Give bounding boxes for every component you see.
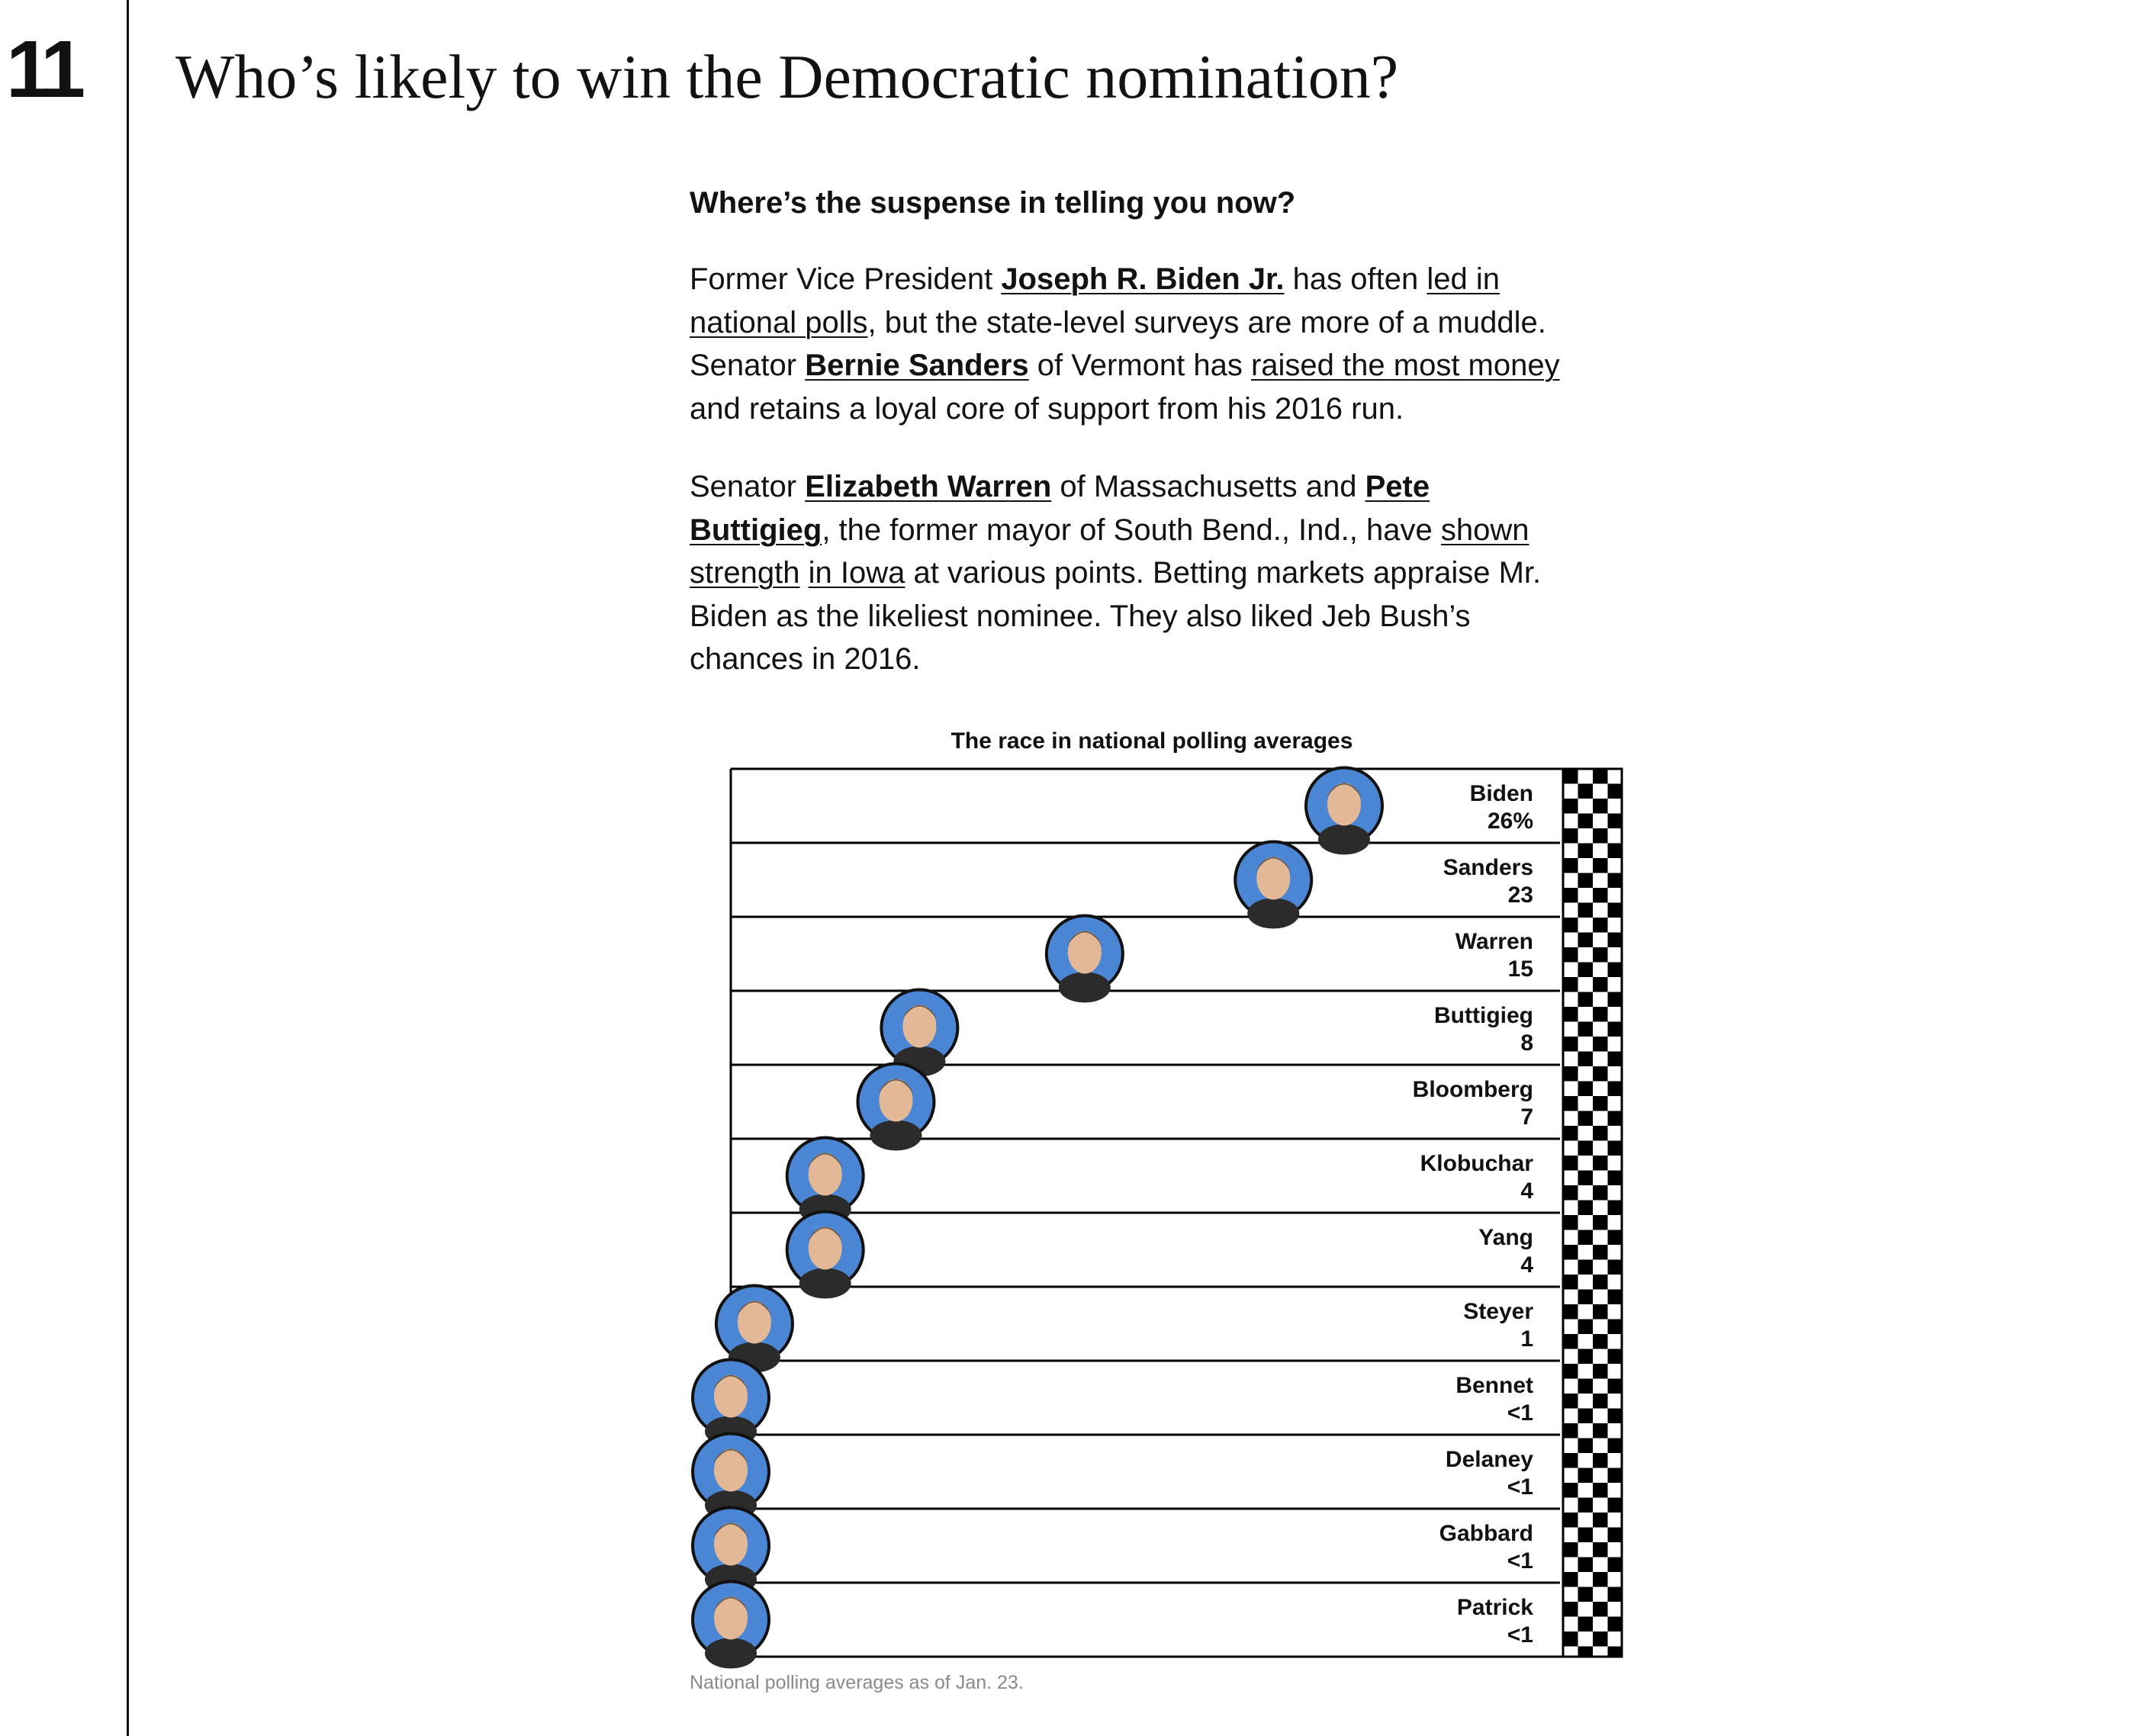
- finish-line-square: [1578, 1171, 1594, 1186]
- finish-line-square: [1593, 828, 1608, 844]
- candidate-name: Klobuchar: [1420, 1151, 1533, 1176]
- candidate-name: Gabbard: [1439, 1521, 1533, 1546]
- finish-line-square: [1608, 1141, 1623, 1156]
- finish-line-square: [1578, 1201, 1594, 1216]
- finish-line-square: [1578, 844, 1594, 859]
- finish-line-square: [1608, 1587, 1623, 1603]
- finish-line-square: [1608, 963, 1623, 978]
- finish-line-square: [1593, 1066, 1608, 1082]
- finish-line-square: [1593, 799, 1608, 814]
- finish-line-square: [1593, 1513, 1608, 1528]
- warren-link[interactable]: Elizabeth Warren: [805, 470, 1052, 503]
- finish-line-square: [1578, 1379, 1594, 1394]
- finish-line-square: [1593, 1542, 1608, 1558]
- finish-line-square: [1563, 918, 1578, 933]
- finish-line-square: [1563, 1483, 1578, 1498]
- finish-line-square: [1563, 1572, 1578, 1587]
- deck: Where’s the suspense in telling you now?: [690, 186, 1296, 220]
- buttigieg-link[interactable]: Buttigieg: [690, 513, 822, 547]
- finish-line-square: [1563, 1156, 1578, 1171]
- finish-line-square: [1578, 1022, 1594, 1037]
- text-run: of Vermont has: [1028, 349, 1251, 382]
- section-number: 11: [6, 24, 80, 114]
- finish-line-square: [1608, 873, 1623, 889]
- finish-line-square: [1563, 1066, 1578, 1082]
- avatar-shoulders: [870, 1120, 922, 1151]
- finish-line-square: [1593, 858, 1608, 873]
- strength-link[interactable]: strength: [690, 556, 800, 590]
- text-run: has often: [1284, 262, 1427, 296]
- finish-line-square: [1578, 1647, 1594, 1657]
- finish-line-square: [1563, 858, 1578, 873]
- finish-line-square: [1578, 1468, 1594, 1484]
- finish-line-square: [1578, 1349, 1594, 1365]
- candidate-value-label: 4: [1520, 1252, 1533, 1278]
- sanders-link[interactable]: Bernie Sanders: [805, 349, 1029, 382]
- chart-note: National polling averages as of Jan. 23.: [690, 1672, 1024, 1693]
- finish-line-square: [1593, 947, 1608, 963]
- finish-line-square: [1563, 1334, 1578, 1349]
- finish-line-square: [1608, 903, 1623, 918]
- finish-line-square: [1608, 933, 1623, 948]
- finish-line-square: [1578, 1439, 1594, 1454]
- candidate-name: Steyer: [1463, 1299, 1533, 1324]
- finish-line-square: [1608, 1230, 1623, 1246]
- finish-line-square: [1608, 1498, 1623, 1513]
- finish-line-square: [1563, 1394, 1578, 1409]
- finish-line-square: [1593, 769, 1608, 784]
- finish-line-square: [1593, 888, 1608, 903]
- finish-line-square: [1608, 1528, 1623, 1543]
- finish-line-square: [1608, 992, 1623, 1008]
- finish-line-square: [1593, 1215, 1608, 1230]
- avatar-shoulders: [799, 1268, 851, 1299]
- finish-line-square: [1608, 1052, 1623, 1067]
- chart-title: The race in national polling averages: [950, 728, 1353, 754]
- candidate-name: Yang: [1478, 1225, 1533, 1250]
- finish-line-square: [1608, 814, 1623, 829]
- avatar-shoulders: [1059, 972, 1111, 1003]
- finish-line-square: [1563, 977, 1578, 992]
- biden-link[interactable]: Joseph R. Biden Jr.: [1001, 262, 1285, 296]
- finish-line-square: [1578, 1320, 1594, 1335]
- finish-line-square: [1593, 977, 1608, 992]
- finish-line-square: [1608, 1617, 1623, 1632]
- candidate-name: Delaney: [1445, 1447, 1533, 1472]
- finish-line-square: [1578, 1498, 1594, 1513]
- finish-line-square: [1593, 1037, 1608, 1052]
- finish-line-square: [1608, 1558, 1623, 1573]
- finish-line-square: [1578, 814, 1594, 829]
- candidate-value-label: 15: [1507, 956, 1533, 982]
- finish-line-square: [1563, 1245, 1578, 1260]
- finish-line-square: [1563, 1513, 1578, 1528]
- finish-line-square: [1593, 1126, 1608, 1141]
- national-polls-link[interactable]: national polls: [690, 305, 868, 339]
- candidate-value-label: 8: [1520, 1030, 1533, 1056]
- finish-line-square: [1563, 1423, 1578, 1439]
- finish-line-square: [1563, 1037, 1578, 1052]
- candidate-value-label: <1: [1507, 1622, 1533, 1648]
- finish-line-square: [1578, 963, 1594, 978]
- finish-line-square: [1593, 1096, 1608, 1111]
- finish-line-square: [1608, 1320, 1623, 1335]
- finish-line-square: [1578, 1260, 1594, 1275]
- finish-line-square: [1593, 1364, 1608, 1379]
- candidate-name: Biden: [1469, 781, 1533, 806]
- candidate-value-label: 26%: [1487, 809, 1533, 834]
- finish-line-square: [1593, 1185, 1608, 1201]
- finish-line-square: [1593, 1304, 1608, 1320]
- paragraph-line: and retains a loyal core of support from his 2016 run.: [690, 391, 1404, 426]
- finish-line-square: [1578, 903, 1594, 918]
- finish-line-square: [1578, 1111, 1594, 1127]
- candidate-value-label: 4: [1520, 1178, 1533, 1204]
- finish-line-square: [1608, 1201, 1623, 1216]
- finish-line-square: [1593, 1275, 1608, 1290]
- finish-line-square: [1578, 1617, 1594, 1632]
- finish-line-square: [1578, 1230, 1594, 1246]
- finish-line-square: [1608, 784, 1623, 799]
- finish-line-square: [1563, 1185, 1578, 1201]
- avatar-shoulders: [705, 1638, 757, 1669]
- shown-link[interactable]: shown: [1440, 513, 1529, 547]
- text-run: , the former mayor of South Bend., Ind., have: [822, 513, 1441, 547]
- paragraph-line: Biden as the likeliest nominee. They also liked Jeb Bush’s: [690, 599, 1471, 633]
- finish-line-square: [1593, 918, 1608, 933]
- finish-line-square: [1578, 1052, 1594, 1067]
- finish-line-square: [1608, 1647, 1623, 1657]
- finish-line-square: [1608, 1439, 1623, 1454]
- finish-line-square: [1563, 1215, 1578, 1230]
- finish-line-square: [1563, 888, 1578, 903]
- finish-line-square: [1563, 799, 1578, 814]
- finish-line-square: [1563, 1602, 1578, 1617]
- finish-line-square: [1578, 873, 1594, 889]
- finish-line-square: [1563, 1096, 1578, 1111]
- finish-line-square: [1593, 1453, 1608, 1468]
- finish-line-square: [1563, 1364, 1578, 1379]
- finish-line-square: [1608, 1022, 1623, 1037]
- finish-line-square: [1563, 1275, 1578, 1290]
- text-run: at various points. Betting markets appraise Mr.: [905, 556, 1542, 590]
- finish-line-square: [1563, 1126, 1578, 1141]
- candidate-name: Bennet: [1455, 1373, 1533, 1398]
- finish-line-square: [1593, 1483, 1608, 1498]
- finish-line-square: [1593, 1394, 1608, 1409]
- finish-line-square: [1608, 1349, 1623, 1365]
- text-run: Senator: [690, 349, 806, 382]
- candidate-name: Buttigieg: [1434, 1003, 1533, 1028]
- text-run: , but the state-level surveys are more of a muddle.: [867, 305, 1546, 339]
- pete-link[interactable]: Pete: [1365, 470, 1430, 503]
- finish-line-square: [1593, 1245, 1608, 1260]
- raised-money-link[interactable]: raised the most money: [1250, 349, 1560, 382]
- finish-line-square: [1608, 844, 1623, 859]
- in-iowa-link[interactable]: in Iowa: [808, 556, 905, 590]
- finish-line-square: [1563, 828, 1578, 844]
- finish-line-square: [1608, 1260, 1623, 1275]
- finish-line-square: [1578, 933, 1594, 948]
- text-run: Former Vice President: [690, 262, 1002, 296]
- candidate-value-label: <1: [1507, 1474, 1533, 1500]
- avatar-shoulders: [1247, 899, 1299, 929]
- finish-line-square: [1593, 1572, 1608, 1587]
- avatar-shoulders: [1318, 825, 1370, 855]
- finish-line-square: [1578, 1141, 1594, 1156]
- candidate-name: Patrick: [1456, 1595, 1533, 1620]
- finish-line-square: [1563, 1007, 1578, 1022]
- finish-line-square: [1608, 1082, 1623, 1097]
- candidate-name: Sanders: [1443, 855, 1533, 880]
- paragraph-line: chances in 2016.: [690, 642, 921, 676]
- finish-line-square: [1563, 1453, 1578, 1468]
- candidate-name: Bloomberg: [1412, 1077, 1533, 1102]
- finish-line-square: [1563, 1304, 1578, 1320]
- finish-line-square: [1593, 1602, 1608, 1617]
- finish-line-square: [1578, 1082, 1594, 1097]
- candidate-value-label: 23: [1507, 882, 1533, 908]
- finish-line-square: [1608, 1468, 1623, 1484]
- candidate-value-label: 7: [1520, 1104, 1533, 1130]
- finish-line-square: [1578, 784, 1594, 799]
- finish-line-square: [1593, 1423, 1608, 1439]
- finish-line-square: [1578, 1290, 1594, 1305]
- candidate-name: Warren: [1455, 929, 1533, 954]
- finish-line-square: [1578, 1558, 1594, 1573]
- led-in-polls-link[interactable]: led in: [1427, 262, 1500, 296]
- finish-line-square: [1578, 1409, 1594, 1424]
- finish-line-square: [1563, 1632, 1578, 1647]
- finish-line-square: [1593, 1156, 1608, 1171]
- text-run: of Massachusetts and: [1051, 470, 1365, 503]
- finish-line-square: [1593, 1007, 1608, 1022]
- finish-line-square: [1578, 1587, 1594, 1603]
- text-run: Senator: [690, 470, 806, 503]
- finish-line-square: [1563, 947, 1578, 963]
- finish-line-square: [1608, 1171, 1623, 1186]
- candidate-value-label: 1: [1520, 1326, 1533, 1352]
- finish-line-square: [1608, 1409, 1623, 1424]
- finish-line-square: [1608, 1290, 1623, 1305]
- page-title: Who’s likely to win the Democratic nomination?: [175, 42, 1399, 111]
- finish-line-square: [1563, 1542, 1578, 1558]
- candidate-value-label: <1: [1507, 1400, 1533, 1426]
- finish-line-square: [1578, 1528, 1594, 1543]
- finish-line-square: [1608, 1379, 1623, 1394]
- finish-line-square: [1563, 769, 1578, 784]
- finish-line-square: [1593, 1334, 1608, 1349]
- finish-line-square: [1578, 992, 1594, 1008]
- finish-line-square: [1593, 1632, 1608, 1647]
- candidate-value-label: <1: [1507, 1548, 1533, 1574]
- finish-line-square: [1608, 1111, 1623, 1127]
